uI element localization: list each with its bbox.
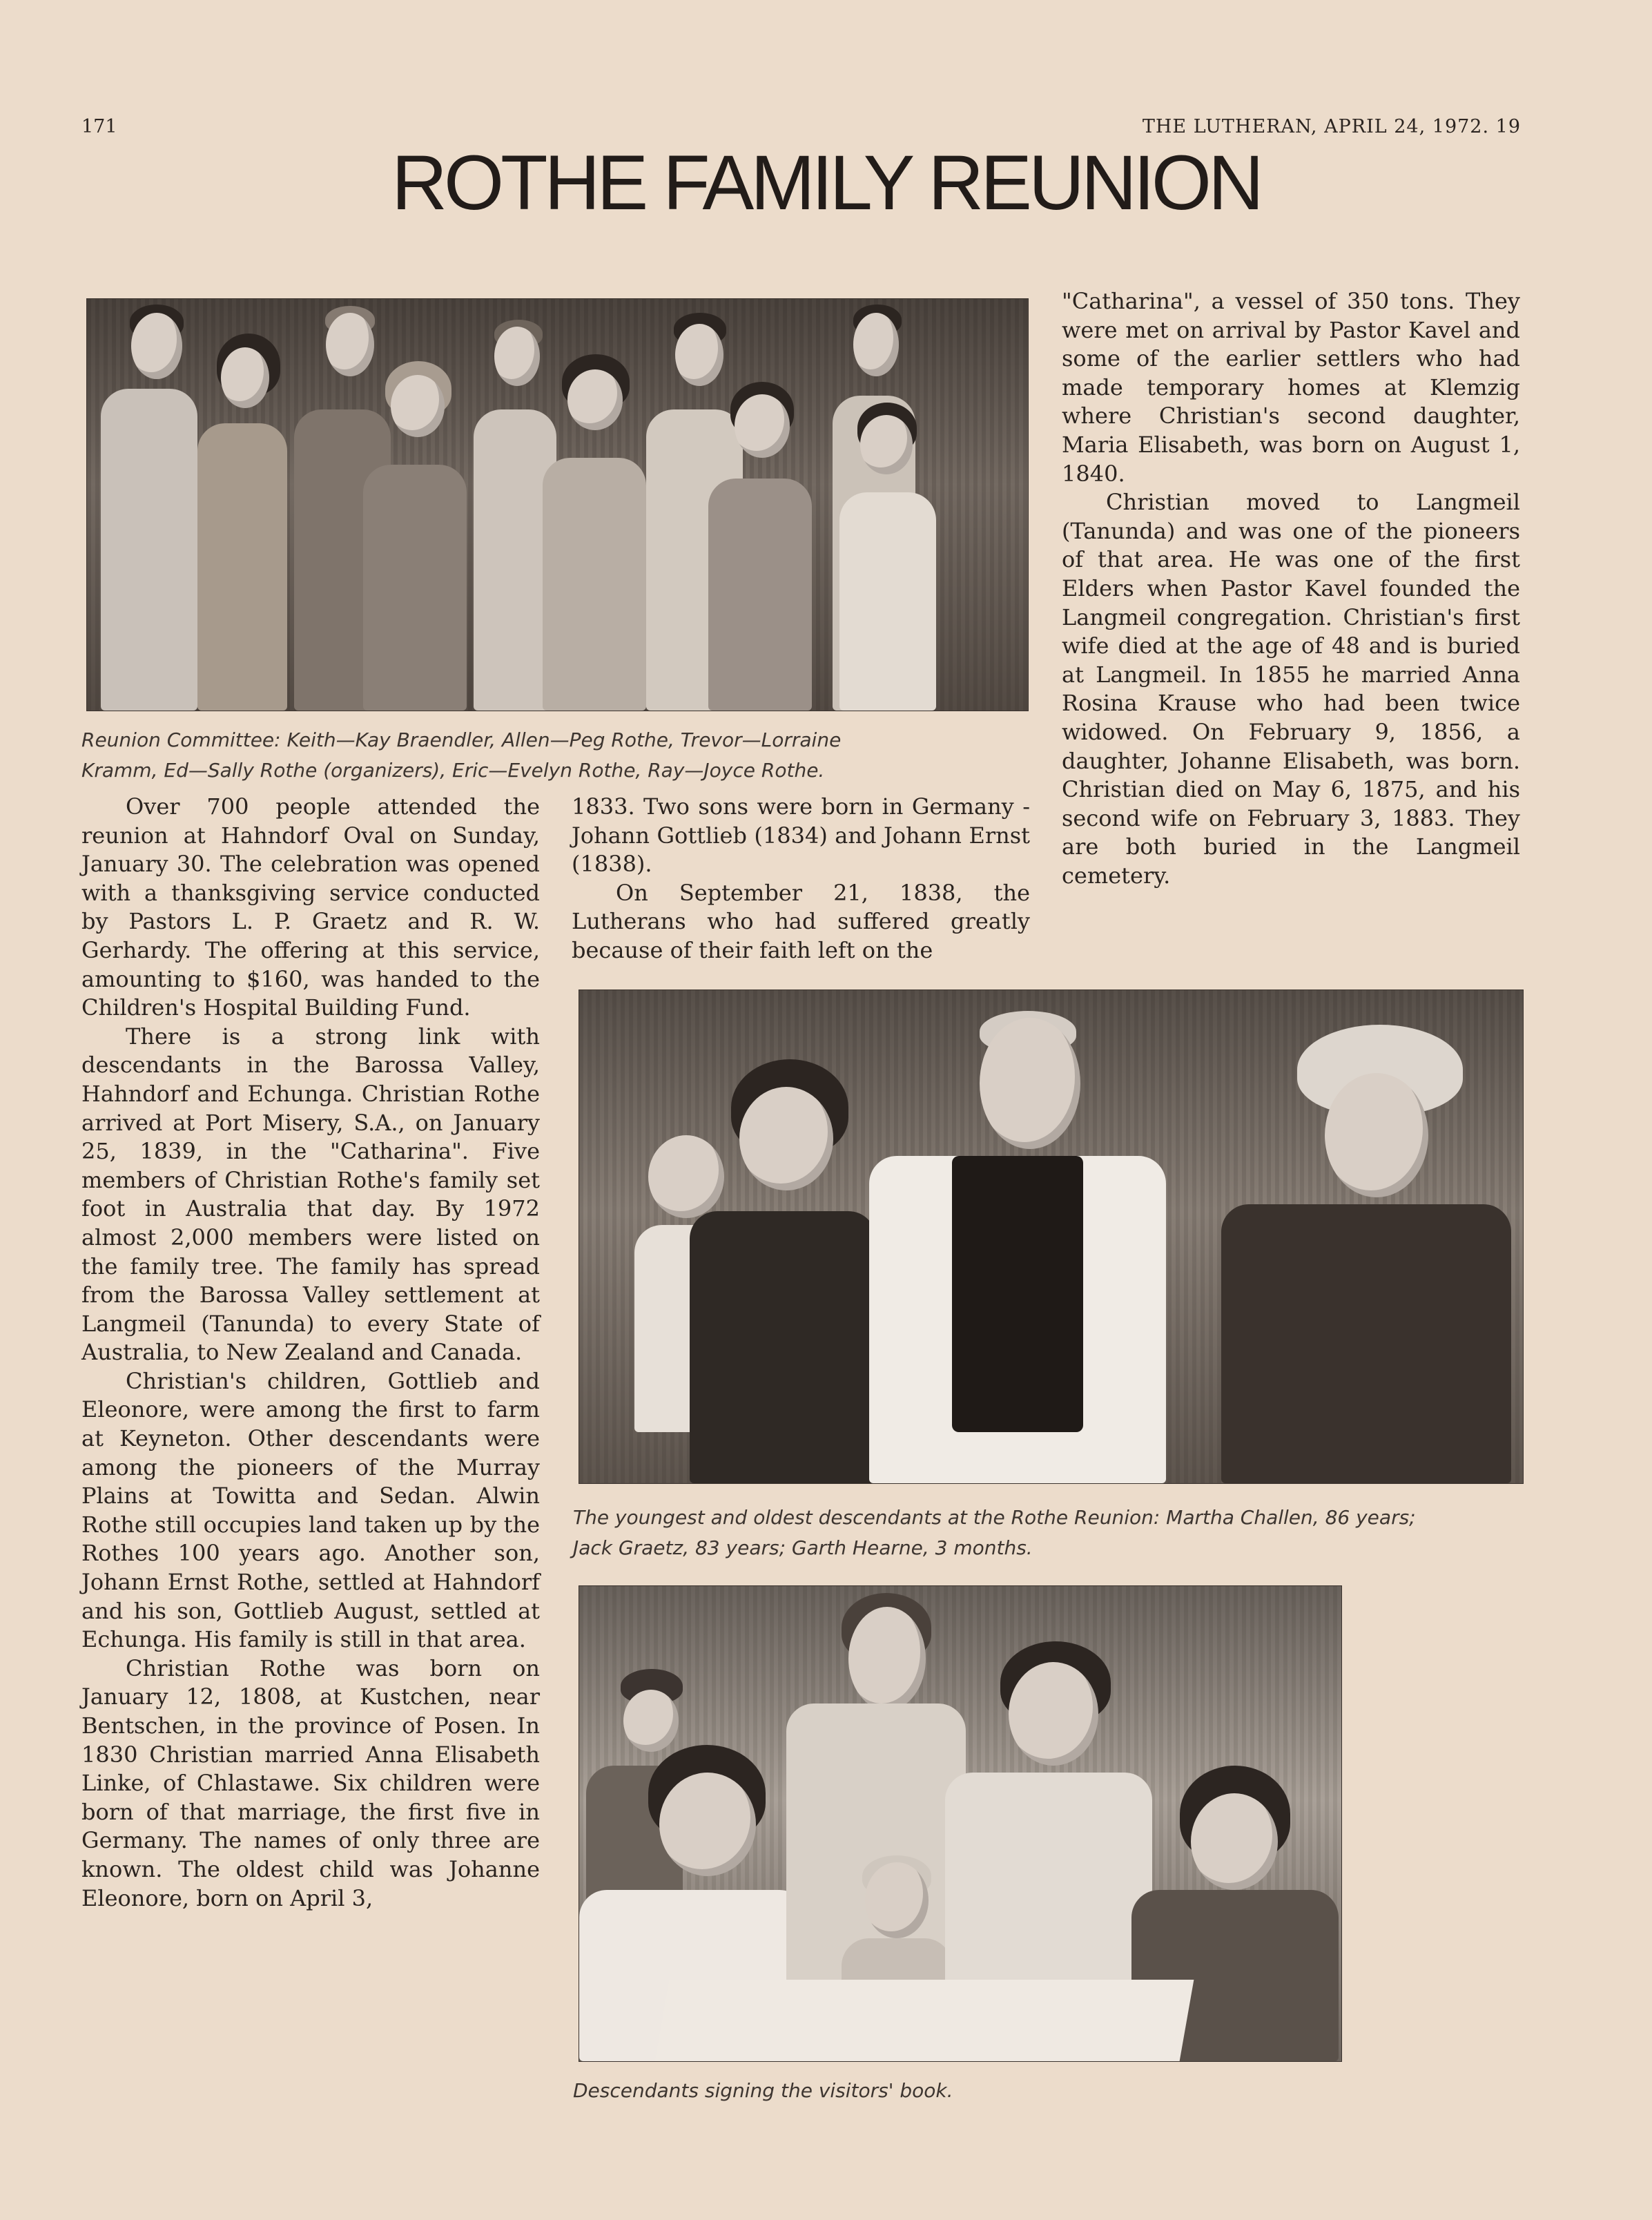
paragraph: "Catharina", a vessel of 350 tons. They were met on arrival by Pastor Kavel and some of the earlier settlers who had made temporary homes at Klemzig where Christian's second daughter, Maria Elisabeth, was born on August 1, 1840. [1062,288,1520,487]
page-number: 171 [81,116,117,137]
photo-person [690,1045,876,1483]
article-column-2 [572,793,1030,965]
paragraph: 1833. Two sons were born in Germany - Johann Gottlieb (1834) and Johann Ernst (1838). [572,793,1030,878]
committee-photo-caption [81,725,1048,786]
caption-line: Reunion Committee: Keith—Kay Braendler, Allen—Peg Rothe, Trevor—Lorraine [81,728,842,751]
paragraph: Christian moved to Langmeil (Tanunda) and was one of the pioneers of that area. He was one of the first Elders when Pastor Kavel founded the Langmeil congregation. Christian's first wife died at the age of 48 and is buried at Langmeil. In 1855 he married Anna Rosina Krause who had been twice widowed. On February 9, 1856, a daughter, Johanne Elisabeth, was born. Christian died on May 6, 1875, and his second wife on February 3, 1883. They are both buried in the Langmeil cemetery. [1062,489,1520,889]
visitors-book-caption: Descendants signing the visitors' book. [573,2079,953,2102]
photo-person [869,997,1166,1483]
paragraph: Over 700 people attended the reunion at Hahndorf Oval on Sunday, January 30. The celebration was opened with a thanksgiving service conducted by Pastors L. P. Graetz and R. W. Gerhardy. The offering at this service, amounting to $160, was handed to the Children's Hospital Building Fund. [81,793,540,1021]
photo-person [833,403,936,711]
descendants-photo-caption [573,1503,1553,1563]
paragraph: Christian Rothe was born on January 12, 1808, at Kustchen, near Bentschen, in the province of Posen. In 1830 Christian married Anna Elisabeth Linke, of Chlastawe. Six children were born of that marriage, the first five in Germany. The names of only three are known. The oldest child was Johanne Eleonore, born on April 3, [81,1654,540,1911]
caption-line: Jack Graetz, 83 years; Garth Hearne, 3 months. [573,1536,1033,1559]
paragraph: There is a strong link with descendants in the Barossa Valley, Hahndorf and Echunga. Christian Rothe arrived at Port Misery, S.A., on January 25, 1839, in the "Catharina". Five members of Christian Rothe's family set foot in Australia that day. By 1972 almost 2,000 members were listed on the family tree. The family has spread from the Barossa Valley settlement at Langmeil (Tanunda) to every State of Australia, to New Zealand and Canada. [81,1023,540,1366]
descendants-photo [579,990,1524,1484]
caption-line: The youngest and oldest descendants at the Rothe Reunion: Martha Challen, 86 years; [573,1506,1416,1529]
paragraph: Christian's children, Gottlieb and Eleonore, were among the first to farm at Keyneton. Other descendants were among the pioneers of the Murray Plains at Towitta and Sedan. Alwin Rothe still occupies land taken up by the Rothes 100 years ago. Another son, Johann Ernst Rothe, settled at Hahndorf and his son, Gottlieb August, settled at Echunga. His family is still in that area. [81,1367,540,1653]
article-column-1 [81,793,540,1913]
photo-person [1221,1025,1511,1483]
photo-person [543,354,646,711]
visitors-book-photo [579,1585,1342,2062]
photo-person [197,320,287,711]
photo-person [363,361,467,711]
article-column-3 [1062,287,1520,890]
photo-person [101,299,197,711]
committee-photo [86,298,1029,711]
page-title: ROTHE FAMILY REUNION [391,139,1261,226]
visitors-book [655,1980,1194,2061]
caption-line: Kramm, Ed—Sally Rothe (organizers), Eric—Evelyn Rothe, Ray—Joyce Rothe. [81,759,825,782]
photo-person [708,382,812,711]
running-head: THE LUTHERAN, APRIL 24, 1972. 19 [1142,116,1521,137]
paragraph: On September 21, 1838, the Lutherans who had suffered greatly because of their faith left on the [572,879,1030,963]
